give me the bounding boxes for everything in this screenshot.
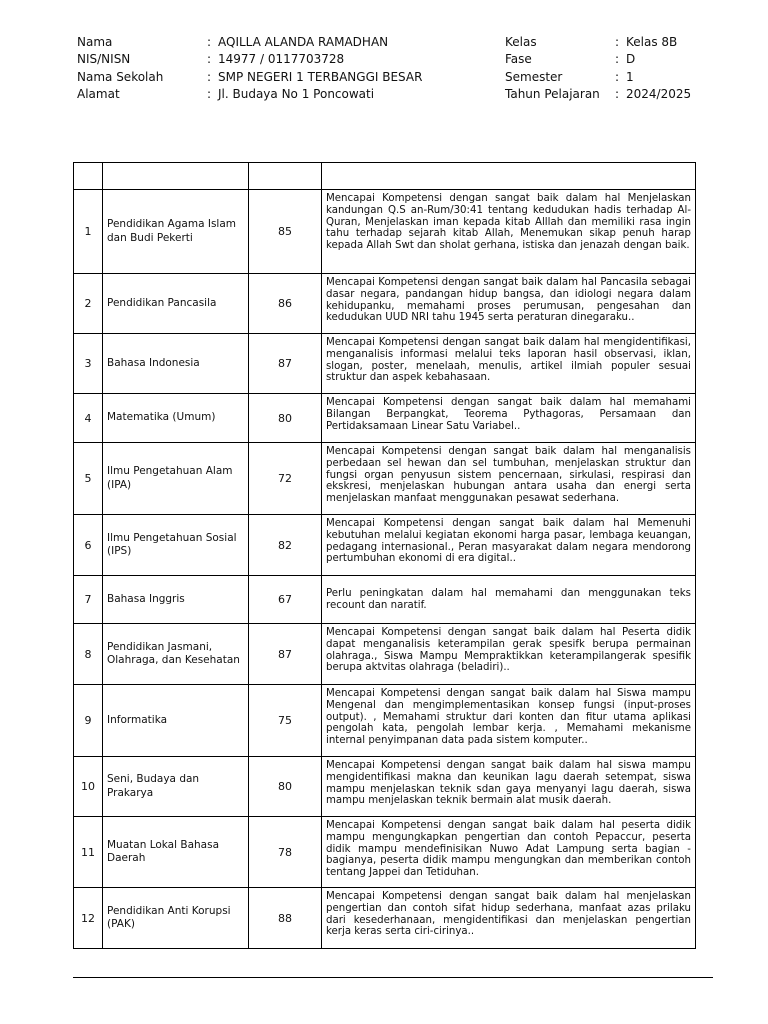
info-label: Tahun Pelajaran: [505, 86, 600, 101]
subject-description: Mencapai Kompetensi dengan sangat baik dalam hal Memenuhi kebutuhan melalui kegiatan ekonomi harga pasar, lembaga keuangan, pedagang internasional., Peran masyarakat dalam negara mendorong pertumbuhan ekonomi di era digital..: [322, 515, 696, 576]
subject-description: Mencapai Kompetensi dengan sangat baik dalam hal siswa mampu mengidentifikasi makna dan keunikan lagu daerah setempat, siswa mampu menjelaskan teknik sdan gaya menyanyi lagu daerah, siswa mampu menjelaskan teknik bermain alat musik daerah.: [322, 757, 696, 817]
subject-description: Mencapai Kompetensi dengan sangat baik dalam hal Menjelaskan kandungan Q.S an-Rum/30:41 tentang kedudukan hadis terhadap Al-Quran, Menjelaskan iman kepada kitab Alllah dan memiliki rasa ingin tahu terhadap sejarah kitab Allah, Menemukan sikap penuh harap kepada Allah Swt dan sholat gerhana, istiska dan jenazah dengan baik.: [322, 190, 696, 274]
subject-description: Mencapai Kompetensi dengan sangat baik dalam hal Pancasila sebagai dasar negara, pandangan hidup bangsa, dan idiologi negara dalam kehidupanku, memahami proses perumusan, pengesahan dan kedudukan UUD NRI tahu 1945 serta peraturan dinegaraku..: [322, 274, 696, 334]
info-label: Nama: [77, 35, 113, 49]
table-header-row: [74, 163, 696, 190]
info-label: Semester: [505, 69, 563, 84]
subject-name: Ilmu Pengetahuan Alam (IPA): [103, 443, 249, 515]
info-value: Kelas 8B: [626, 35, 678, 49]
row-number: 1: [74, 190, 103, 274]
row-number: 7: [74, 576, 103, 624]
subject-name: Informatika: [103, 685, 249, 757]
table-row: [74, 576, 696, 624]
info-separator: :: [615, 35, 620, 49]
table-row: [74, 888, 696, 949]
subject-score: 85: [249, 190, 322, 274]
subject-description: Mencapai Kompetensi dengan sangat baik dalam hal memahami Bilangan Berpangkat, Teorema Pythagoras, Persamaan dan Pertidaksamaan Linear Satu Variabel..: [322, 394, 696, 443]
row-number: 4: [74, 394, 103, 443]
table-row: [74, 443, 696, 515]
subject-name: Muatan Lokal Bahasa Daerah: [103, 817, 249, 888]
subject-description: Mencapai Kompetensi dengan sangat baik dalam hal Peserta didik dapat menganalisis keterampilan gerak spesifk berupa permainan olahraga., Siswa Mampu Mempraktikkan keterampilangerak spesifik berupa aktvitas olahraga (beladiri)..: [322, 624, 696, 685]
info-value: Jl. Budaya No 1 Poncowati: [218, 86, 375, 101]
table-row: [74, 685, 696, 757]
header-description: [322, 163, 696, 190]
subject-score: 87: [249, 624, 322, 685]
table-row: [74, 274, 696, 334]
row-number: 5: [74, 443, 103, 515]
info-row-fase: [505, 51, 691, 68]
subject-description: Mencapai Kompetensi dengan sangat baik dalam hal mengidentifikasi, menganalisis informasi melalui teks laporan hasil observasi, iklan, slogan, poster, menelaah, menulis, artikel ilmiah populer sesuai struktur dan aspek kebahasaan.: [322, 334, 696, 394]
info-row-semester: [505, 69, 691, 86]
grades-table: [73, 162, 696, 949]
subject-description: Mencapai Kompetensi dengan sangat baik dalam hal Siswa mampu Mengenal dan mengimplementasikan konsep fungsi (input-proses output). , Memahami struktur dari konten dan fitur utama aplikasi pengolah kata, pengolah lembar kerja. , Memahami mekanisme internal penyimpanan data pada sistem komputer..: [322, 685, 696, 757]
subject-score: 67: [249, 576, 322, 624]
table-row: [74, 757, 696, 817]
row-number: 9: [74, 685, 103, 757]
info-value: 1: [626, 69, 634, 84]
subject-name: Bahasa Inggris: [103, 576, 249, 624]
info-separator: :: [615, 69, 620, 84]
header-subject: [103, 163, 249, 190]
info-row-nama: [77, 34, 422, 51]
student-info-right: [505, 34, 691, 103]
info-label: Alamat: [77, 86, 120, 101]
subject-score: 88: [249, 888, 322, 949]
subject-name: Pendidikan Pancasila: [103, 274, 249, 334]
subject-description: Perlu peningkatan dalam hal memahami dan menggunakan teks recount dan naratif.: [322, 576, 696, 624]
footer-divider: [73, 977, 713, 978]
table-row: [74, 817, 696, 888]
subject-score: 78: [249, 817, 322, 888]
subject-description: Mencapai Kompetensi dengan sangat baik dalam hal menganalisis perbedaan sel hewan dan sel tumbuhan, menjelaskan struktur dan fungsi organ penyusun sistem pencernaan, sirkulasi, respirasi dan ekskresi, menjelaskan hubungan antara usaha dan energi serta menjelaskan manfaat menggunakan pesawat sederhana.: [322, 443, 696, 515]
subject-name: Bahasa Indonesia: [103, 334, 249, 394]
info-value: D: [626, 52, 636, 67]
info-row-tahun: [505, 86, 691, 103]
info-row-kelas: [505, 34, 691, 51]
info-separator: :: [615, 86, 620, 101]
subject-name: Ilmu Pengetahuan Sosial (IPS): [103, 515, 249, 576]
table-row: [74, 624, 696, 685]
info-row-sekolah: [77, 69, 422, 86]
info-label: Kelas: [505, 35, 537, 49]
subject-name: Pendidikan Anti Korupsi (PAK): [103, 888, 249, 949]
header-score: [249, 163, 322, 190]
table-row: [74, 394, 696, 443]
info-separator: :: [207, 69, 212, 84]
info-value: AQILLA ALANDA RAMADHAN: [218, 35, 389, 49]
info-label: Nama Sekolah: [77, 69, 164, 84]
info-label: NIS/NISN: [77, 52, 131, 67]
info-value: 14977 / 0117703728: [218, 52, 345, 67]
row-number: 11: [74, 817, 103, 888]
subject-name: Seni, Budaya dan Prakarya: [103, 757, 249, 817]
subject-name: Matematika (Umum): [103, 394, 249, 443]
row-number: 12: [74, 888, 103, 949]
row-number: 8: [74, 624, 103, 685]
row-number: 3: [74, 334, 103, 394]
subject-score: 80: [249, 757, 322, 817]
subject-name: Pendidikan Jasmani, Olahraga, dan Kesehatan: [103, 624, 249, 685]
header-no: [74, 163, 103, 190]
subject-score: 75: [249, 685, 322, 757]
subject-name: Pendidikan Agama Islam dan Budi Pekerti: [103, 190, 249, 274]
row-number: 2: [74, 274, 103, 334]
row-number: 6: [74, 515, 103, 576]
subject-description: Mencapai Kompetensi dengan sangat baik dalam hal peserta didik mampu mengungkapkan pengertian dan contoh Pepaccur, peserta didik mampu mendefinisikan Nuwo Adat Lampung serta bagian - bagianya, peserta didik mampu mengungkan dan memberikan contoh tentang Jappei dan Tetiduhan.: [322, 817, 696, 888]
row-number: 10: [74, 757, 103, 817]
subject-score: 86: [249, 274, 322, 334]
table-row: [74, 190, 696, 274]
info-separator: :: [207, 52, 212, 67]
info-row-alamat: [77, 86, 422, 103]
subject-score: 80: [249, 394, 322, 443]
subject-score: 82: [249, 515, 322, 576]
table-row: [74, 515, 696, 576]
info-value: 2024/2025: [626, 86, 692, 101]
student-info-left: [77, 34, 422, 103]
subject-score: 72: [249, 443, 322, 515]
info-separator: :: [615, 52, 620, 67]
info-separator: :: [207, 35, 212, 49]
subject-score: 87: [249, 334, 322, 394]
info-label: Fase: [505, 52, 532, 67]
table-row: [74, 334, 696, 394]
info-row-nis: [77, 51, 422, 68]
info-separator: :: [207, 86, 212, 101]
subject-description: Mencapai Kompetensi dengan sangat baik dalam hal menjelaskan pengertian dan contoh sifat hidup sederhana, manfaat azas prilaku dari kesederhanaan, mengidentifikasi dan menjelaskan pengertian kerja keras serta ciri-cirinya..: [322, 888, 696, 949]
info-value: SMP NEGERI 1 TERBANGGI BESAR: [218, 69, 423, 84]
